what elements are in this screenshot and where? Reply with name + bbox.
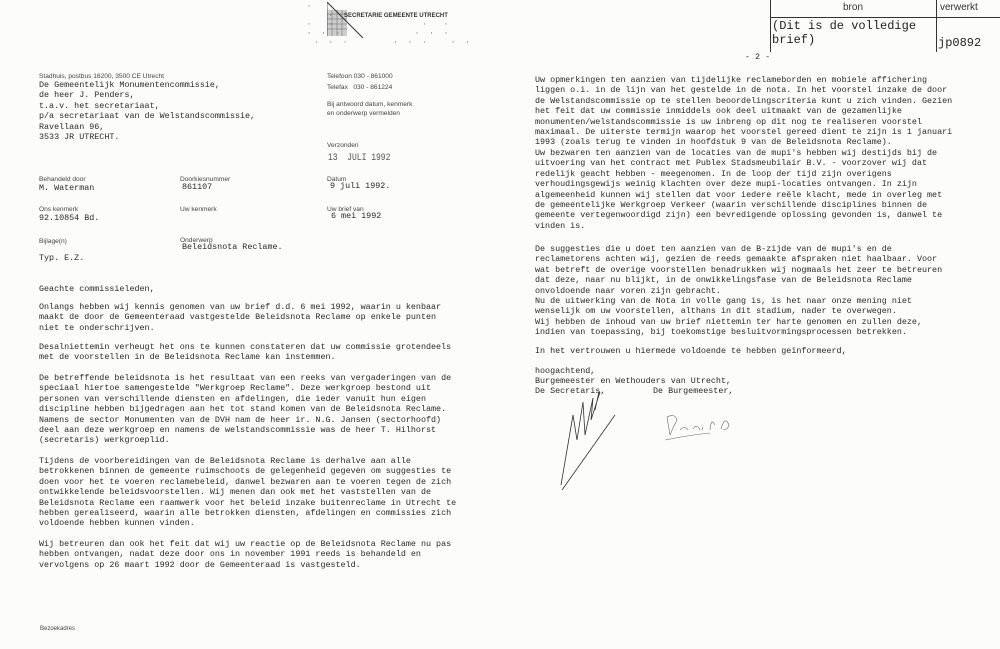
page-number: - 2 - [745, 52, 771, 62]
signatory-secretary: De Secretaris, [535, 386, 606, 396]
telefax: Telefax 030 - 861224 [327, 84, 393, 91]
doorkiesnummer: 861107 [182, 182, 213, 192]
paragraph: Onlangs hebben wij kennis genomen van uw brief d.d. 6 mei 1992, waarin u kenbaar maakt de door de Gemeenteraad vastgestelde Beleidsnota Reclame op enkele punten niet te onderschrijven. [39, 302, 442, 333]
typist-initials: Typ. E.Z. [39, 253, 85, 263]
signature-secretary-icon [555, 380, 625, 495]
doorkiesnummer-label: Doorkiesnummer [180, 176, 231, 183]
datum: 9 juli 1992. [330, 181, 391, 191]
archive-col-bron: bron [842, 2, 863, 13]
closing: hoogachtend, [535, 366, 596, 376]
reference-note-2: en onderwerp vermelden [327, 110, 400, 117]
ons-kenmerk: 92.10854 Bd. [39, 213, 100, 223]
onderwerp: Beleidsnota Reclame. [182, 242, 283, 252]
behandeld-door-label: Behandeld door [39, 176, 86, 183]
uw-kenmerk-label: Uw kenmerk [180, 206, 217, 213]
sender-line: Stadhuis, postbus 16200, 3500 CE Utrecht [39, 73, 164, 80]
paragraph: Wij betreuren dan ook het feit dat wij uw reactie op de Beleidsnota Reclame nu pas hebben ontvangen, nadat deze door ons in november 1991 reeds is behandeld en vervolgens op 26 maart 1992 door de Gemeenteraad is vastgesteld. [39, 539, 452, 570]
archive-box-divider [936, 0, 937, 52]
paragraph: De betreffende beleidsnota is het resultaat van een reeks van vergaderingen van de speciaal hiertoe samengestelde "Werkgroep Reclame". Deze werkgroep bestond uit personen van verschillende diensten en afdelingen, die ieder vanuit hun eigen discipline hebben bijgedragen aan het tot stand komen van de Beleidsnota Reclame. Namens de sector Monumenten van de DVH nam de heer ir. N.G. Jansen (sectorhoofd) deel aan deze werkgroep en namens de welstandscommissie was de heer T. Hilhorst (secretaris) werkgroeplid. [39, 373, 452, 446]
paragraph: Tijdens de voorbereidingen van de Beleidsnota Reclame is derhalve aan alle betrokkenen binnen de gemeente ruimschoots de gelegenheid gegeven om suggesties te doen voor het te voeren reclamebeleid, danwel bezwaren aan te voeren tegen de zich ontwikkelende beleidsvoorstellen. Wij menen dan ook met het vaststellen van de Beleidsnota Reclame een raamwerk voor het beleid inzake buitenreclame in Utrecht te hebben gerealiseerd, waarin alle betrokken diensten, afdelingen en commissies zich voldoende hebben kunnen vinden. [39, 456, 457, 529]
archive-col-verwerkt: verwerkt [940, 2, 978, 13]
behandeld-door: M. Waterman [39, 183, 95, 193]
salutation: Geachte commissieleden, [39, 284, 155, 294]
verzonden-stamp: 13 JULI 1992 [328, 152, 391, 165]
paragraph: Uw opmerkingen ten aanzien van tijdelijke reclameborden en mobiele affichering liggen o.i. in de lijn van het gestelde in de nota. In het voorstel inzake de door de Welstandscommissie op te stellen beoordelingscriteria kunt u zich vinden. Gezien het feit dat uw commissie inmiddels ook deel uitmaakt van de gezamenlijke monumenten/welstandscommissie is uw inbreng op dit nog te realiseren voorstel maximaal. De uiterste termijn waarop het voorstel gereed dient te zijn is 1 januari 1993 (zoals terug te vinden in hoofdstuk 9 van de Beleidsnota Reclame). [535, 75, 953, 148]
archive-note: (Dit is de volledige brief) [772, 19, 917, 47]
bijlagen-label: Bijlage(n) [39, 238, 67, 245]
onderwerp-label: Onderwerp [180, 237, 213, 244]
paragraph: Desalniettemin verheugt het ons te kunnen constateren dat uw commissie grotendeels met de voorstellen in de Beleidsnota Reclame kan instemmen. [39, 342, 452, 363]
uw-brief-van: 6 mei 1992 [331, 211, 382, 221]
signatory-org: Burgemeester en Wethouders van Utrecht, [535, 376, 732, 386]
telefoon: Telefoon 030 - 861000 [327, 73, 393, 80]
letterhead-dots: · · · · · · · · · · · · · · · · · · · · · [307, 3, 473, 47]
reference-note-1: Bij antwoord datum, kenmerk [327, 101, 413, 108]
recipient-address: De Gemeentelijk Monumentencommissie, de heer J. Penders, t.a.v. het secretariaat, p/a secretariaat van de Welstandscommissie, Ravellaan 96, 3533 JR UTRECHT. [39, 80, 256, 143]
archive-box-rule [770, 17, 1000, 18]
uw-brief-van-label: Uw brief van [327, 206, 364, 213]
paragraph: De suggesties die u doet ten aanzien van de B-zijde van de mupi's en de reclametorens achten wij, gezien de reeds gemaakte afspraken niet haalbaar. Voor wat betreft de overige voorstellen benadrukken wij nogmaals het zeer te betreuren dat deze, naar nu blijkt, in de onwikkelingsfase van de Beleidsnota Reclame onvoldoende naar voren zijn gebracht. Nu de uitwerking van de Nota in volle gang is, is het naar onze mening niet wenselijk om uw voorstellen, althans in dit stadium, nader te overwegen. Wij hebben de inhoud van uw brief niettemin ter harte genomen en zullen deze, indien van toepassing, bij toekomstige besluitvormingsprocessen betrekken. [535, 244, 943, 338]
datum-label: Datum [327, 176, 347, 183]
ons-kenmerk-label: Ons kenmerk [39, 206, 79, 213]
paragraph: In het vertrouwen u hiermede voldoende te hebben geïnformeerd, [535, 346, 847, 356]
bezoekadres-label: Bezoekadres [40, 626, 76, 632]
paragraph: Uw bezwaren ten aanzien van de locaties van de mupi's hebben wij destijds bij de uitvoering van het contract met Publex Stadsmeubilair B.V. - voorzover wij dat redelijk geacht hebben - meegenomen. In de loop der tijd zijn overigens verhoudingsgewijs weinig klachten over deze mupi-locaties ontvangen. In zijn algemeenheid kunnen wij stellen dat voor iedere reële klacht, mede in overleg met de gemeentelijke Werkgroep Verkeer (waarin verschillende disciplines binnen de gemeente vertegenwoordigd zijn) een bevredigende oplossing gevonden is, danwel te vinden is. [535, 148, 943, 231]
archive-code: jp0892 [938, 36, 982, 50]
verzonden-label: Verzonden [327, 142, 359, 149]
signature-mayor-icon [655, 405, 755, 450]
letterhead-organization: SECRETARIE GEMEENTE UTRECHT [344, 13, 448, 19]
signatory-mayor: De Burgemeester, [653, 386, 734, 396]
